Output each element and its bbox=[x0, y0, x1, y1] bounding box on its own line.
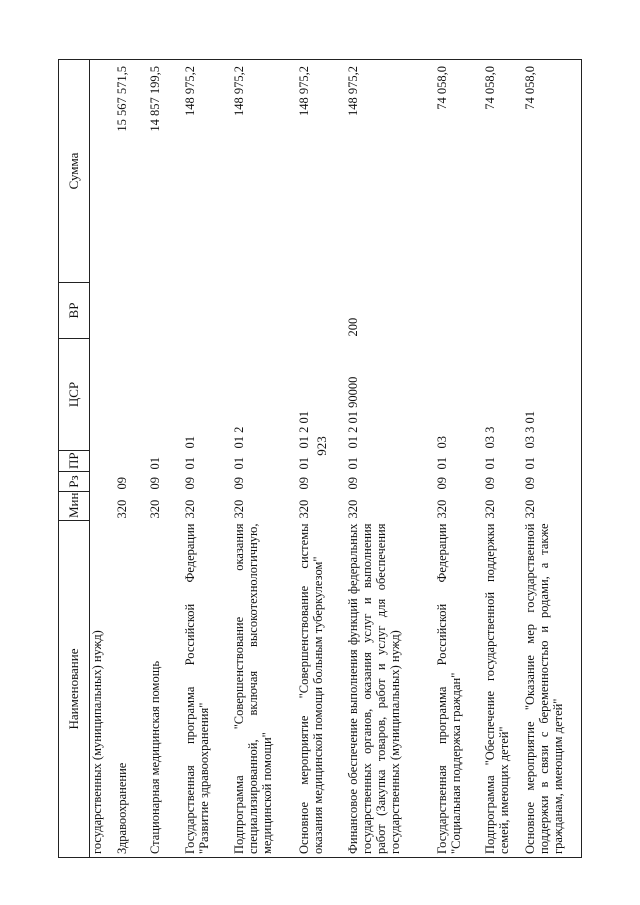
cell-min: 320 bbox=[483, 499, 498, 519]
table-row bbox=[483, 60, 523, 858]
cell-vr bbox=[148, 283, 183, 339]
table-row bbox=[115, 60, 148, 858]
cell-name: Государственная программа Российской Федерации "Развитие здравоохранения" bbox=[183, 521, 232, 858]
cell-pr: 01 bbox=[434, 457, 449, 470]
rotated-table-container bbox=[58, 60, 582, 858]
cell-name: Здравоохранение bbox=[115, 521, 148, 858]
cell-csr: 03 3 01 bbox=[523, 339, 581, 451]
cell-vr bbox=[232, 283, 297, 339]
cell-vr bbox=[90, 283, 116, 339]
cell-vr bbox=[435, 283, 484, 339]
table-row bbox=[90, 60, 116, 858]
cell-min: 320 bbox=[345, 499, 360, 519]
cell-csr bbox=[115, 339, 148, 451]
cell-sum: 148 975,2 bbox=[346, 60, 435, 283]
table-row bbox=[523, 60, 581, 858]
cell-rz: 09 bbox=[483, 477, 498, 490]
cell-min: 320 bbox=[147, 499, 162, 519]
cell-rz: 09 bbox=[115, 477, 130, 490]
header-name: Наименование bbox=[59, 521, 90, 858]
cell-name: Финансовое обеспечение выполнения функций федеральных государственных органов, оказания услуг и выполнения работ (Закупка товаров, работ и услуг для обеспечения государственных (муниципальных) нужд) bbox=[346, 521, 435, 858]
cell-vr bbox=[523, 283, 581, 339]
cell-rz: 09 bbox=[182, 477, 197, 490]
budget-table bbox=[58, 59, 582, 858]
cell-sum: 74 058,0 bbox=[523, 60, 581, 283]
cell-csr bbox=[90, 339, 116, 451]
cell-rz bbox=[90, 472, 116, 492]
cell-name: Основное мероприятие "Совершенствование системы оказания медицинской помощи больным туберкулезом" bbox=[297, 521, 346, 858]
cell-sum: 74 058,0 bbox=[435, 60, 484, 283]
cell-name: Подпрограмма "Совершенствование оказания специализированной, включая высокотехнологичную, медицинской помощи" bbox=[232, 521, 297, 858]
header-rz: Рз bbox=[59, 472, 90, 492]
cell-csr: 03 bbox=[434, 436, 449, 449]
cell-pr: 01 bbox=[523, 451, 581, 472]
table-row bbox=[435, 60, 484, 858]
table-row bbox=[297, 60, 346, 858]
header-sum: Сумма bbox=[59, 60, 90, 283]
cell-min: 320 bbox=[115, 499, 130, 519]
cell-pr bbox=[90, 451, 116, 472]
cell-vr bbox=[183, 283, 232, 339]
cell-name: Стационарная медицинская помощь bbox=[148, 521, 183, 858]
cell-pr: 01 bbox=[296, 457, 311, 470]
cell-pr: 01 bbox=[231, 457, 246, 470]
cell-pr: 01 bbox=[147, 457, 162, 470]
cell-pr: 01 bbox=[483, 457, 498, 470]
cell-csr: 03 3 bbox=[483, 426, 498, 449]
header-pr: ПР bbox=[59, 451, 90, 472]
cell-csr: 01 2 bbox=[231, 426, 246, 449]
cell-vr bbox=[297, 283, 346, 339]
table-row bbox=[183, 60, 232, 858]
table-row bbox=[346, 60, 435, 858]
page-number: 923 bbox=[313, 436, 329, 456]
cell-vr: 200 bbox=[345, 317, 360, 337]
cell-csr: 01 bbox=[182, 436, 197, 449]
cell-rz: 09 bbox=[523, 472, 581, 492]
cell-pr: 01 bbox=[182, 457, 197, 470]
header-min: Мин bbox=[59, 492, 90, 521]
cell-rz: 09 bbox=[434, 477, 449, 490]
cell-pr bbox=[115, 451, 148, 472]
cell-sum bbox=[90, 60, 116, 283]
cell-sum: 15 567 571,5 bbox=[115, 60, 148, 283]
cell-name: Подпрограмма "Обеспечение государственной поддержки семей, имеющих детей" bbox=[483, 521, 523, 858]
cell-csr: 01 2 01 90000 bbox=[345, 376, 360, 449]
cell-min: 320 bbox=[231, 499, 246, 519]
cell-pr: 01 bbox=[345, 457, 360, 470]
cell-rz: 09 bbox=[296, 477, 311, 490]
cell-min: 320 bbox=[523, 492, 581, 521]
table-row bbox=[232, 60, 297, 858]
table-header-row bbox=[59, 60, 90, 858]
cell-min: 320 bbox=[182, 499, 197, 519]
header-csr: ЦСР bbox=[59, 339, 90, 451]
header-vr: ВР bbox=[59, 283, 90, 339]
cell-sum: 148 975,2 bbox=[183, 60, 232, 283]
cell-sum: 74 058,0 bbox=[483, 60, 523, 283]
cell-csr: 01 2 01 bbox=[296, 411, 311, 449]
cell-min: 320 bbox=[296, 499, 311, 519]
table-row bbox=[148, 60, 183, 858]
cell-min: 320 bbox=[434, 499, 449, 519]
cell-sum: 148 975,2 bbox=[232, 60, 297, 283]
cell-sum: 148 975,2 bbox=[297, 60, 346, 283]
cell-name: Основное мероприятие "Оказание мер государственной поддержки в связи с беременностью и родами, а также гражданам, имеющим детей" bbox=[523, 521, 581, 858]
cell-vr bbox=[483, 283, 523, 339]
cell-vr bbox=[115, 283, 148, 339]
cell-rz: 09 bbox=[147, 477, 162, 490]
cell-name: государственных (муниципальных) нужд) bbox=[90, 521, 116, 858]
cell-rz: 09 bbox=[345, 477, 360, 490]
cell-min bbox=[90, 492, 116, 521]
cell-name: Государственная программа Российской Федерации "Социальная поддержка граждан" bbox=[435, 521, 484, 858]
cell-csr bbox=[148, 339, 183, 451]
cell-sum: 14 857 199,5 bbox=[148, 60, 183, 283]
cell-rz: 09 bbox=[231, 477, 246, 490]
